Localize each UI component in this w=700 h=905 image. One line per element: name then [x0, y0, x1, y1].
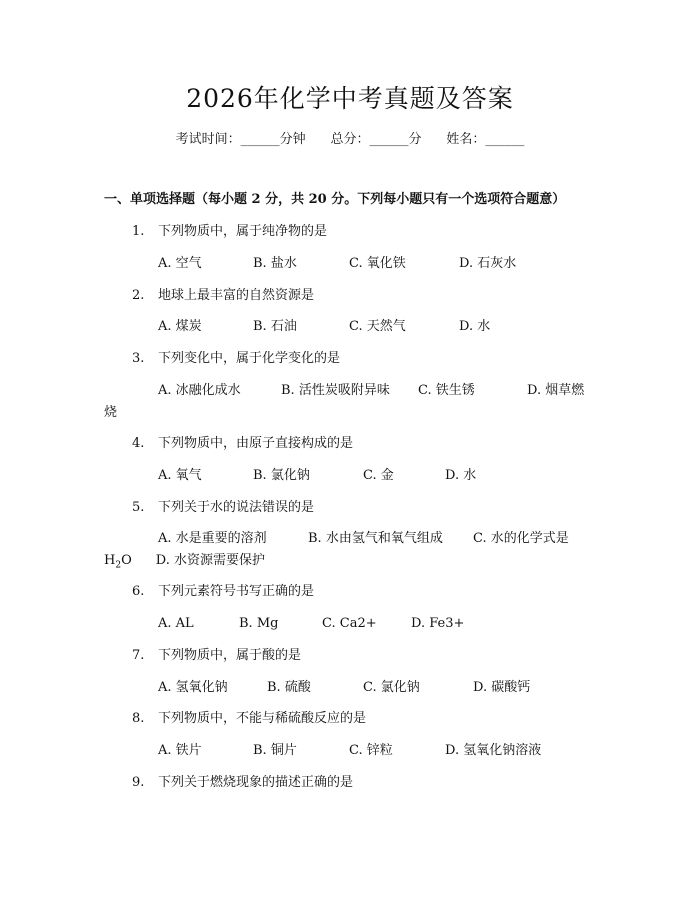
- option-a: A. AL: [158, 616, 194, 631]
- time-label: 考试时间：: [175, 132, 241, 147]
- question-text: 下列关于水的说法错误的是: [158, 500, 315, 515]
- question-5-options: [0, 531, 700, 547]
- option-b: B. 盐水: [253, 256, 297, 271]
- question-number: 4.: [132, 436, 145, 451]
- option-c: C. Ca2+: [322, 616, 377, 631]
- score-blank: ______: [369, 132, 409, 147]
- question-text: 下列元素符号书写正确的是: [158, 584, 315, 599]
- formula-h: H: [104, 553, 116, 568]
- exam-info-line: [0, 132, 700, 148]
- question-7-options: [0, 680, 700, 696]
- option-b: B. 石油: [253, 319, 297, 334]
- question-5-wrap-line: [104, 553, 265, 569]
- question-3-options: [0, 383, 700, 399]
- question-text: 下列关于燃烧现象的描述正确的是: [158, 775, 354, 790]
- score-unit: 分: [408, 132, 422, 147]
- option-b: B. 水由氢气和氧气组成: [308, 531, 443, 546]
- option-a: A. 铁片: [158, 743, 202, 758]
- option-d: D. Fe3+: [411, 616, 465, 631]
- question-text: 下列物质中，不能与稀硫酸反应的是: [158, 711, 367, 726]
- question-8-options: [0, 743, 700, 759]
- option-b: B. 硫酸: [267, 680, 311, 695]
- option-b: B. Mg: [239, 616, 279, 631]
- question-1-options: [0, 256, 700, 272]
- name-label: 姓名：: [446, 132, 486, 147]
- time-unit: 分钟: [279, 132, 306, 147]
- question-text: 下列物质中，属于酸的是: [158, 648, 302, 663]
- option-a: A. 煤炭: [158, 319, 202, 334]
- option-c: C. 天然气: [349, 319, 406, 334]
- question-number: 2.: [132, 288, 145, 303]
- option-d: D. 氢氧化钠溶液: [445, 743, 542, 758]
- question-text: 地球上最丰富的自然资源是: [158, 288, 315, 303]
- question-2-options: [0, 319, 700, 335]
- page-title: 2026年化学中考真题及答案: [186, 84, 514, 113]
- score-label: 总分：: [330, 132, 370, 147]
- option-d: D. 烟草燃: [527, 383, 585, 398]
- option-d: D. 水资源需要保护: [155, 553, 265, 568]
- question-text: 下列物质中，属于纯净物的是: [158, 224, 328, 239]
- option-a: A. 水是重要的溶剂: [158, 531, 267, 546]
- option-a: A. 氢氧化钠: [158, 680, 228, 695]
- time-blank: ______: [240, 132, 280, 147]
- question-number: 5.: [132, 500, 145, 515]
- question-4-options: [0, 468, 700, 484]
- name-blank: ______: [485, 132, 525, 147]
- option-a: A. 冰融化成水: [158, 383, 241, 398]
- option-c: C. 水的化学式是: [473, 531, 569, 546]
- option-d-continued: 烧: [104, 405, 118, 420]
- option-c: C. 氧化铁: [349, 256, 406, 271]
- question-text: 下列物质中，由原子直接构成的是: [158, 436, 354, 451]
- option-b: B. 铜片: [253, 743, 297, 758]
- option-a: A. 氧气: [158, 468, 202, 483]
- option-d: D. 石灰水: [459, 256, 517, 271]
- option-b: B. 活性炭吸附异味: [281, 383, 390, 398]
- question-number: 9.: [132, 775, 145, 790]
- question-number: 7.: [132, 648, 145, 663]
- question-6-options: [0, 616, 700, 632]
- option-d: D. 水: [459, 319, 491, 334]
- formula-o: O: [121, 553, 132, 568]
- option-c: C. 氯化钠: [363, 680, 420, 695]
- option-d: D. 碳酸钙: [473, 680, 531, 695]
- question-number: 8.: [132, 711, 145, 726]
- section-title: 一、单项选择题（每小题 2 分，共 20 分。下列每小题只有一个选项符合题意）: [104, 192, 566, 207]
- option-c: C. 铁生锈: [418, 383, 475, 398]
- option-b: B. 氯化钠: [253, 468, 310, 483]
- option-a: A. 空气: [158, 256, 202, 271]
- option-d: D. 水: [445, 468, 477, 483]
- question-number: 6.: [132, 584, 145, 599]
- question-number: 3.: [132, 351, 145, 366]
- option-c: C. 金: [363, 468, 394, 483]
- question-number: 1.: [132, 224, 145, 239]
- option-c: C. 锌粒: [349, 743, 393, 758]
- formula-subscript: 2: [115, 560, 122, 571]
- question-text: 下列变化中，属于化学变化的是: [158, 351, 341, 366]
